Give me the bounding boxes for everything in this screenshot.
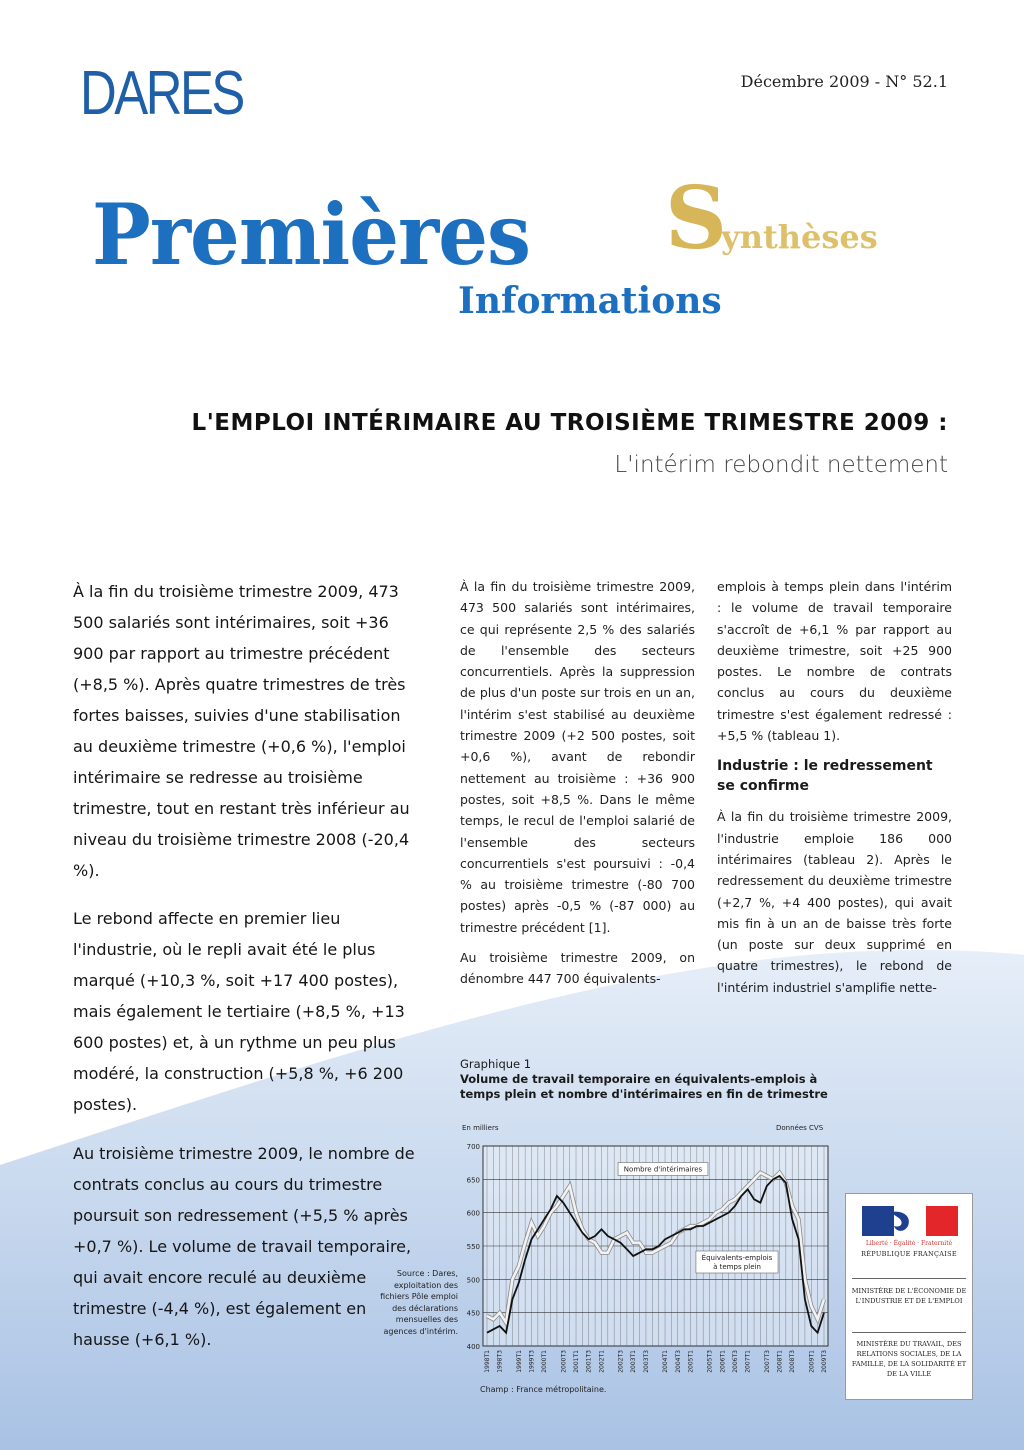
graph-data-note: Données CVS (776, 1124, 824, 1132)
body-paragraph: Au troisième trimestre 2009, on dénombre 447 700 équivalents- (460, 950, 695, 987)
x-tick-label: 2006T1 (719, 1350, 727, 1373)
divider (852, 1332, 966, 1333)
svg-text:Nombre d'intérimaires: Nombre d'intérimaires (623, 1165, 703, 1174)
title-syntheses-rest: ynthèses (721, 218, 878, 256)
lead-paragraph-3: Au troisième trimestre 2009, le nombre de contrats conclus au cours du trimestre poursuit son redressement (+5,5 % après +0,7 %). Le volume de travail temporaire, qui avait encore reculé au deuxième trimestre (-4,4 %), est également en hausse (+6,1 %). (73, 1144, 415, 1349)
x-tick-label: 2002T1 (598, 1350, 606, 1373)
x-tick-label: 2000T1 (541, 1350, 549, 1373)
x-tick-label: 2007T1 (744, 1350, 752, 1373)
x-tick-label: 2005T1 (687, 1350, 695, 1373)
graph-title-block (460, 1057, 860, 1102)
x-tick-label: 2006T3 (731, 1350, 739, 1373)
x-tick-label: 2009T1 (808, 1350, 816, 1373)
x-tick-label: 2003T3 (642, 1350, 650, 1373)
body-column-1 (460, 576, 695, 999)
graph-source: Source : Dares, exploitation des fichiers Pôle emploi des déclarations mensuelles des agences d'intérim. (380, 1269, 458, 1336)
y-tick-label: 500 (466, 1276, 480, 1285)
x-tick-label: 2001T1 (573, 1350, 581, 1373)
body-column-2 (717, 576, 952, 1007)
ministry-economie: MINISTÈRE DE L'ÉCONOMIE DE L'INDUSTRIE ET DE L'EMPLOI (851, 1287, 967, 1305)
y-tick-label: 650 (466, 1176, 480, 1185)
series-label-interimaires (618, 1163, 708, 1176)
body-paragraph: À la fin du troisième trimestre 2009, l'industrie emploie 186 000 intérimaires (tableau 2). Après le redressement du deuxième trimestre (+2,7 %, +4 400 postes), qui avait mis fin à un an de baisse très forte (un poste sur deux supprimé en quatre trimestres), le rebond de l'intérim industriel s'amplifie nette- (717, 809, 952, 995)
x-tick-label: 2000T3 (560, 1350, 568, 1373)
ministry-travail: MINISTÈRE DU TRAVAIL, DES RELATIONS SOCIALES, DE LA FAMILLE, DE LA SOLIDARITÉ ET DE LA VILLE (851, 1340, 967, 1378)
title-syntheses-initial: S (665, 168, 728, 269)
graph-unit-note: En milliers (462, 1124, 499, 1132)
title-syntheses (665, 168, 878, 269)
ministry-logo-block (845, 1193, 973, 1400)
x-tick-label: 2004T3 (674, 1350, 682, 1373)
x-tick-label: 2002T3 (617, 1350, 625, 1373)
republique-francaise: RÉPUBLIQUE FRANÇAISE (861, 1250, 957, 1258)
article-subheadline: L'intérim rebondit nettement (614, 452, 948, 478)
series-label-etp (696, 1251, 778, 1273)
x-tick-label: 2008T1 (776, 1350, 784, 1373)
x-tick-label: 2001T3 (585, 1350, 593, 1373)
lead-paragraph-2: Le rebond affecte en premier lieu l'industrie, où le repli avait été le plus marqué (+10,3 %, soit +17 400 postes), mais également le tertiaire (+8,5 %, +13 600 postes) et, à un rythme un peu plus modéré, la construction (+5,8 %, +6 200 postes). (73, 909, 405, 1114)
x-tick-label: 1999T3 (528, 1350, 536, 1373)
graph-champ: Champ : France métropolitaine. (480, 1385, 607, 1394)
section-heading: Industrie : le redressement se confirme (717, 758, 933, 795)
y-tick-label: 450 (466, 1309, 480, 1318)
title-premieres: Premières (92, 185, 531, 284)
x-tick-label: 1998T3 (496, 1350, 504, 1373)
article-headline: L'EMPLOI INTÉRIMAIRE AU TROISIÈME TRIMESTRE 2009 : (191, 410, 948, 436)
lead-paragraph-1: À la fin du troisième trimestre 2009, 473 500 salariés sont intérimaires, soit +36 900 par rapport au trimestre précédent (+8,5 %). Après quatre trimestres de très fortes baisses, suivies d'une stabilisation au deuxième trimestre (+0,6 %), l'emploi intérimaire se redresse au troisième trimestre, tout en restant très inférieur au niveau du troisième trimestre 2008 (-20,4 %). (73, 582, 410, 880)
x-tick-label: 2008T3 (789, 1350, 797, 1373)
svg-text:Équivalents-emplois: Équivalents-emplois (701, 1254, 773, 1262)
dares-logo: DARES (80, 59, 243, 128)
divider (852, 1278, 966, 1279)
body-paragraph: À la fin du troisième trimestre 2009, 473 500 salariés sont intérimaires, ce qui représente 2,5 % des salariés de l'ensemble des secteurs concurrentiels. Après la suppression de plus d'un poste sur trois en un an, l'intérim s'est stabilisé au deuxième trimestre 2009 (+2 500 postes, soit +0,6 %), avant de rebondir nettement au troisième : +36 900 postes, soit +8,5 %. Dans le même temps, le recul de l'emploi salarié de l'ensemble des secteurs concurrentiels s'est poursuivi : -0,4 % au troisième trimestre (-80 700 postes) après -0,5 % (-87 000) au trimestre précédent [1]. (460, 579, 695, 935)
line-chart (455, 1138, 835, 1388)
x-tick-label: 1998T1 (484, 1350, 491, 1373)
marianne-flag-logo (862, 1206, 958, 1236)
x-tick-label: 2003T1 (630, 1350, 638, 1373)
svg-text:à temps plein: à temps plein (713, 1263, 761, 1271)
motto: Liberté · Égalité · Fraternité (865, 1240, 953, 1247)
graph-label: Graphique 1 (460, 1057, 532, 1071)
y-tick-label: 400 (466, 1343, 480, 1351)
title-informations: Informations (458, 280, 722, 322)
y-tick-label: 550 (466, 1243, 480, 1251)
x-tick-label: 2009T3 (821, 1350, 828, 1373)
x-tick-label: 2004T1 (662, 1350, 670, 1373)
y-tick-label: 700 (466, 1143, 480, 1151)
x-tick-label: 2007T3 (763, 1350, 771, 1373)
issue-number: Décembre 2009 - N° 52.1 (740, 72, 948, 91)
x-tick-label: 1999T1 (515, 1350, 523, 1373)
body-paragraph: emplois à temps plein dans l'intérim : le volume de travail temporaire s'accroît de +6,1 % par rapport au deuxième trimestre, soit +25 900 postes. Le nombre de contrats conclus au cours du deuxième trimestre s'est également redressé : +5,5 % (tableau 1). (717, 579, 952, 744)
y-tick-label: 600 (466, 1209, 480, 1218)
x-tick-label: 2005T3 (706, 1350, 714, 1373)
graph-title: Volume de travail temporaire en équivalents-emplois à temps plein et nombre d'intérimaires en fin de trimestre (460, 1072, 828, 1101)
